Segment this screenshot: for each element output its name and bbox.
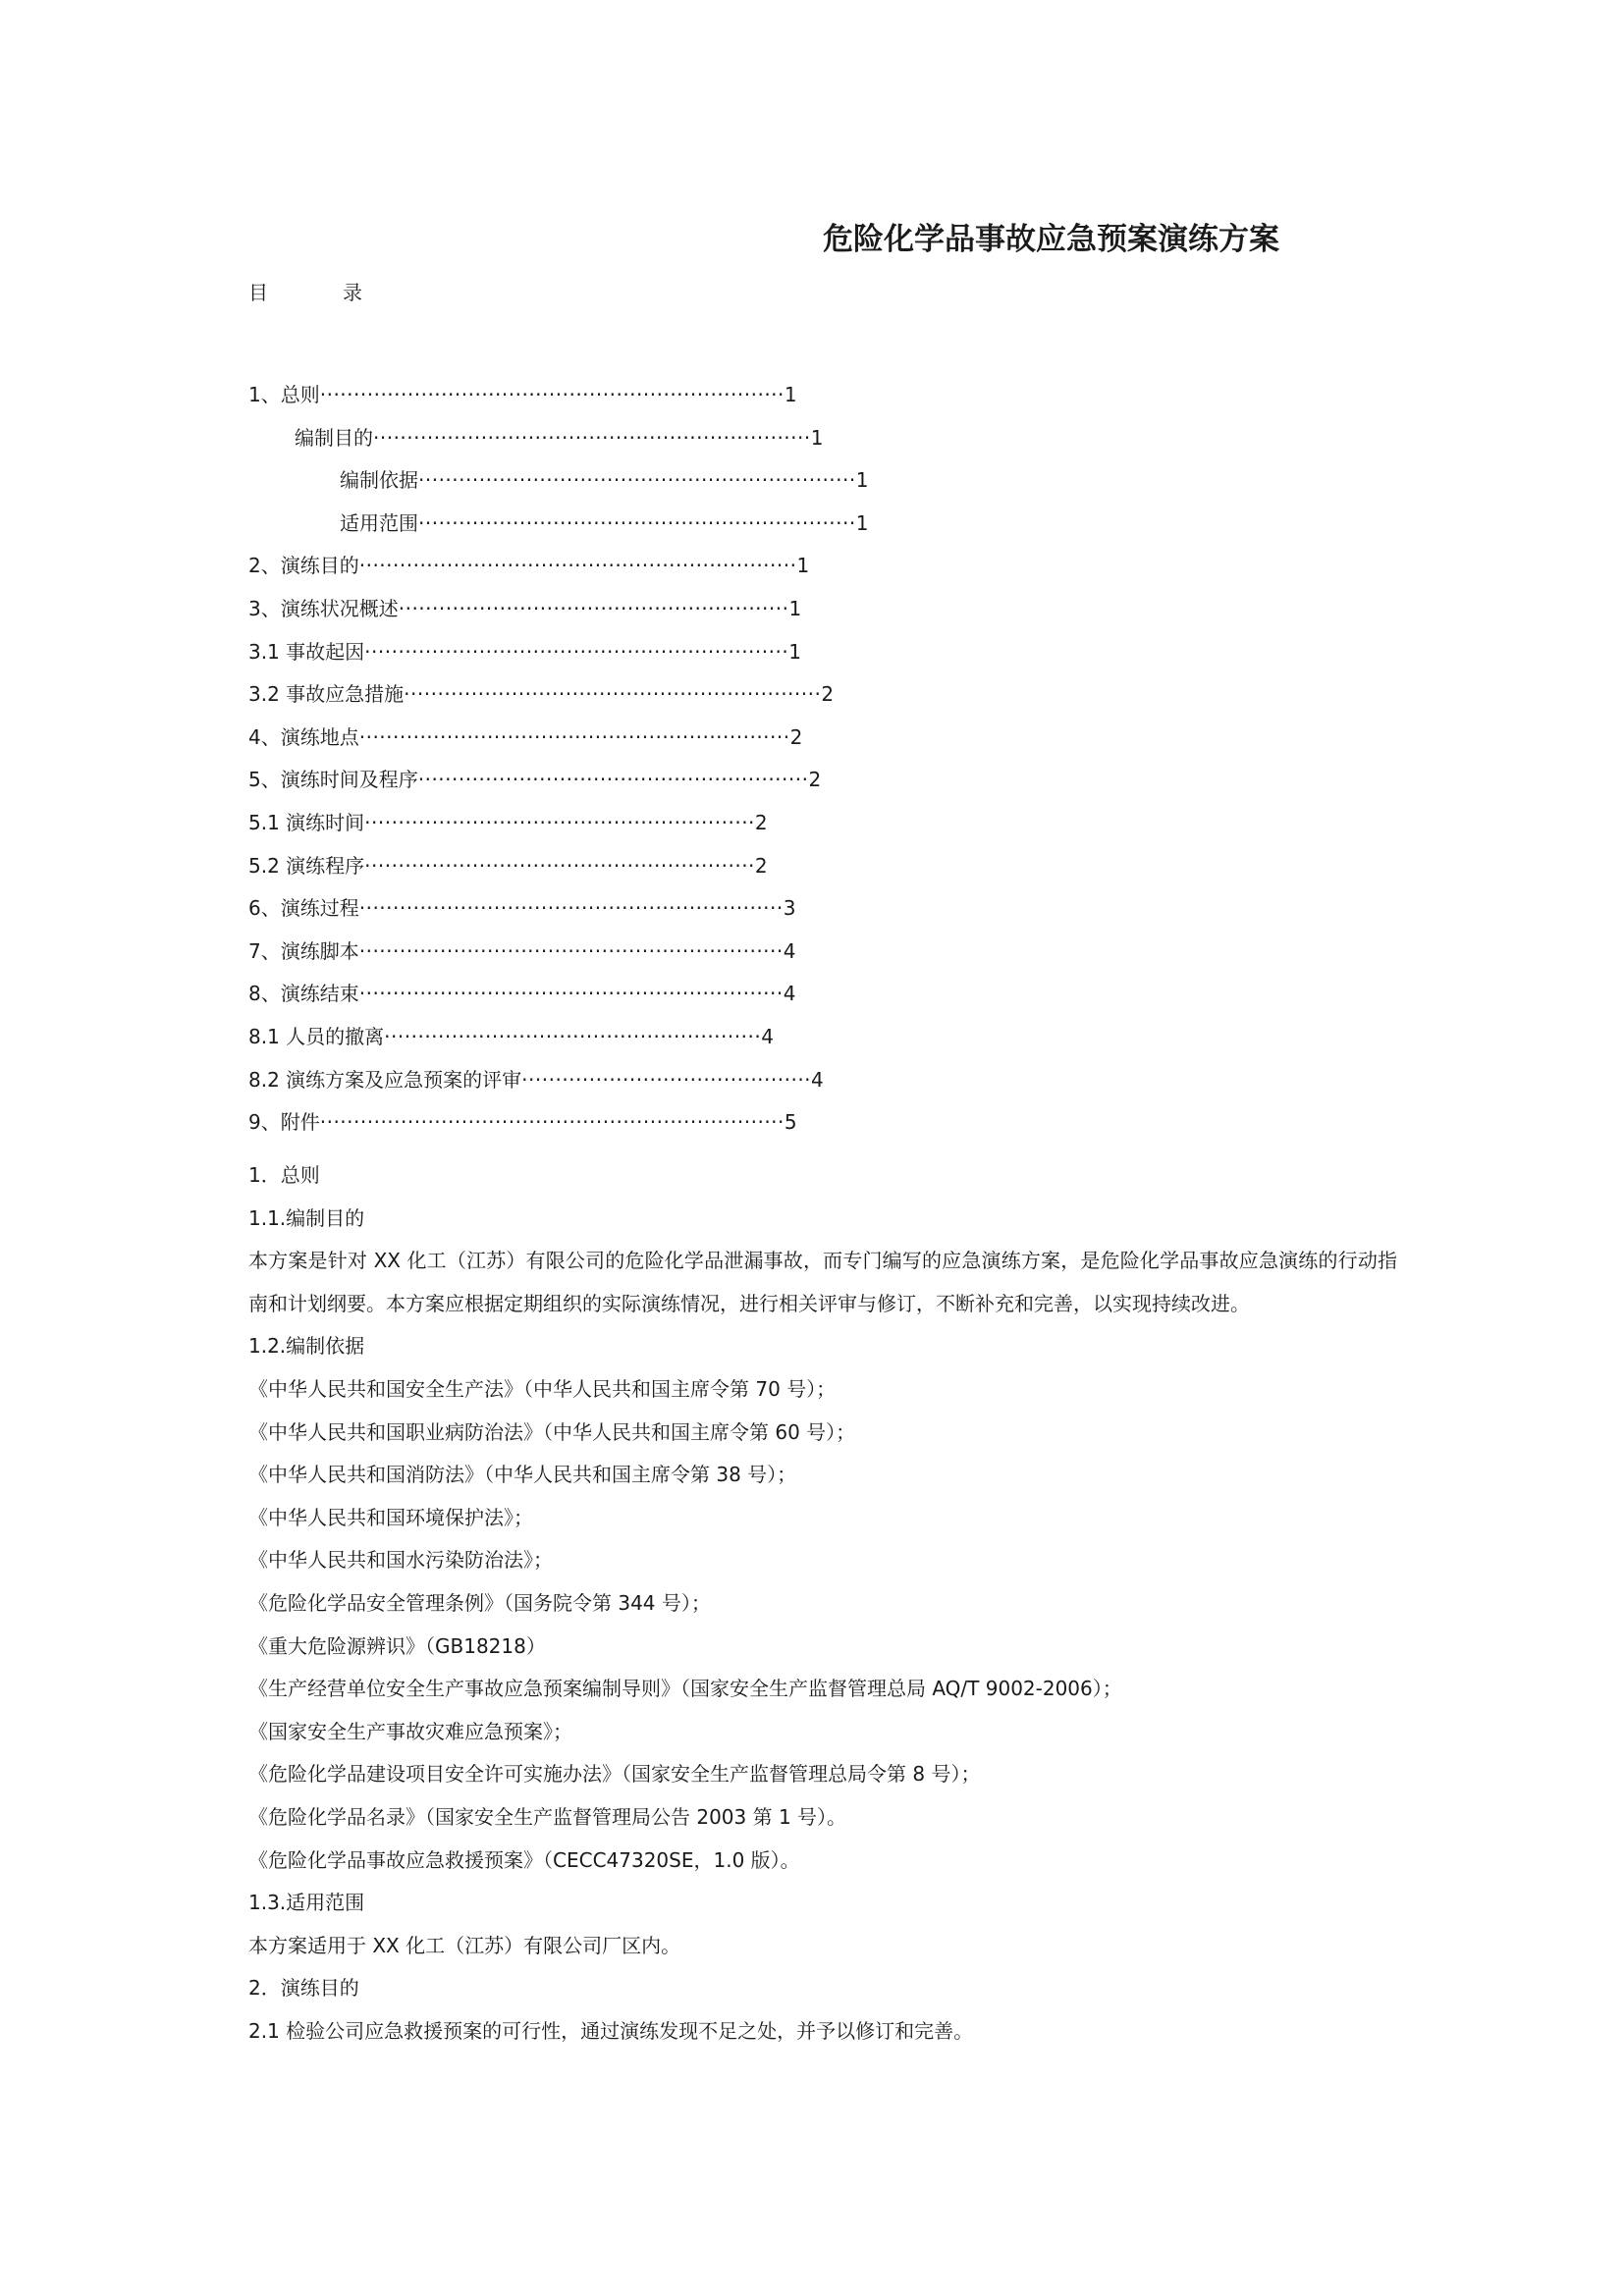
toc-entry-leader: ·························································· xyxy=(364,853,755,878)
law-item: 《中华人民共和国消防法》（中华人民共和国主席令第 38 号）； xyxy=(248,1463,797,1487)
toc-entry-leader: ································································· xyxy=(373,425,811,450)
toc-entry[interactable] xyxy=(248,503,995,546)
toc-entry[interactable] xyxy=(248,545,995,588)
section-1-3-text: 本方案适用于 XX 化工（江苏）有限公司厂区内。 xyxy=(248,1933,681,1957)
toc-entry-page: 5 xyxy=(784,1110,797,1135)
toc-heading-left: 目 xyxy=(248,281,268,304)
toc-entry[interactable] xyxy=(248,459,995,503)
law-item: 《中华人民共和国安全生产法》（中华人民共和国主席令第 70 号）； xyxy=(248,1376,837,1401)
toc-entry-label: 6、演练过程 xyxy=(248,896,359,921)
toc-entry-label: 3、演练状况概述 xyxy=(248,596,399,620)
toc-entry-leader: ······························································· xyxy=(358,896,784,921)
section-1-1-heading: 1.1.编制目的 xyxy=(248,1205,365,1230)
toc-entry-label: 3.2 事故应急措施 xyxy=(248,682,405,707)
toc-entry[interactable] xyxy=(248,1016,995,1059)
toc-entry-leader: ····································································· xyxy=(319,383,785,406)
law-item: 《国家安全生产事故灾难应急预案》； xyxy=(248,1719,572,1743)
table-of-contents xyxy=(248,374,995,1145)
law-item: 《危险化学品建设项目安全许可实施办法》（国家安全生产监督管理总局令第 8 号）； xyxy=(248,1762,981,1787)
section-1-3-heading: 1.3.适用范围 xyxy=(248,1891,365,1915)
toc-entry-label: 5.2 演练程序 xyxy=(248,853,365,878)
toc-entry-page: 1 xyxy=(784,383,797,406)
law-item: 《危险化学品名录》（国家安全生产监督管理局公告 2003 第 1 号）。 xyxy=(248,1804,847,1829)
law-item: 《重大危险源辨识》（GB18218） xyxy=(248,1633,546,1658)
section-2-1-text: 2.1 检验公司应急救援预案的可行性，通过演练发现不足之处，并予以修订和完善。 xyxy=(248,2018,974,2043)
toc-entry-page: 4 xyxy=(783,982,796,1006)
section-1-1-text: 本方案是针对 XX 化工（江苏）有限公司的危险化学品泄漏事故，而专门编写的应急演练方案，是危险化学品事故应急演练的行动指南和计划纲要。本方案应根据定期组织的实际演练情况，进行相关评审与修订，不断补充和完善，以实现持续改进。 xyxy=(248,1249,1397,1315)
toc-entry-page: 2 xyxy=(808,768,822,792)
toc-entry-leader: ·························································· xyxy=(398,596,789,620)
toc-entry-page: 2 xyxy=(754,810,768,834)
toc-entry-page: 1 xyxy=(810,425,824,450)
law-item: 《中华人民共和国水污染防治法》； xyxy=(248,1548,553,1573)
toc-entry-leader: ·························································· xyxy=(364,810,755,834)
toc-entry-label: 5.1 演练时间 xyxy=(248,810,365,834)
toc-heading xyxy=(248,277,362,305)
toc-entry[interactable] xyxy=(248,673,995,717)
toc-entry-leader: ································································· xyxy=(418,510,856,535)
toc-entry[interactable] xyxy=(248,417,995,460)
toc-entry-leader: ······························································· xyxy=(364,639,789,664)
toc-entry-label: 7、演练脚本 xyxy=(248,938,359,963)
toc-entry-label: 3.1 事故起因 xyxy=(248,639,365,664)
toc-entry-label: 适用范围 xyxy=(340,510,418,535)
toc-entry-leader: ·························································· xyxy=(417,768,809,792)
toc-entry-page: 4 xyxy=(811,1067,824,1092)
toc-entry-leader: ························································ xyxy=(384,1024,762,1048)
toc-entry-page: 3 xyxy=(783,896,796,921)
toc-entry-label: 8、演练结束 xyxy=(248,982,359,1006)
toc-entry-leader: ····································································· xyxy=(319,1110,785,1135)
section-1-heading: 1．总则 xyxy=(248,1163,320,1187)
toc-entry-page: 2 xyxy=(754,853,768,878)
toc-entry-leader: ······························································· xyxy=(358,938,784,963)
law-item: 《中华人民共和国环境保护法》； xyxy=(248,1505,533,1529)
toc-entry-page: 1 xyxy=(796,554,810,578)
section-2-heading: 2．演练目的 xyxy=(248,1976,359,2001)
toc-entry-page: 1 xyxy=(855,510,869,535)
toc-entry[interactable] xyxy=(248,588,995,631)
toc-entry-label: 5、演练时间及程序 xyxy=(248,768,418,792)
toc-heading-right: 录 xyxy=(343,281,362,304)
toc-entry-leader: ································································ xyxy=(358,724,790,749)
document-body xyxy=(248,1154,1397,2053)
toc-entry-label: 编制依据 xyxy=(340,468,418,493)
toc-entry-label: 4、演练地点 xyxy=(248,724,359,749)
toc-entry[interactable] xyxy=(248,1101,995,1145)
toc-entry-page: 1 xyxy=(855,468,869,493)
toc-entry-page: 1 xyxy=(788,639,801,664)
toc-entry-label: 编制目的 xyxy=(295,425,373,450)
toc-entry[interactable] xyxy=(248,1059,995,1102)
toc-entry-leader: ··········································· xyxy=(521,1067,812,1092)
law-item: 《危险化学品安全管理条例》（国务院令第 344 号）； xyxy=(248,1590,711,1615)
toc-entry-label: 1、总则 xyxy=(248,383,320,406)
toc-entry-leader: ································································· xyxy=(418,468,856,493)
toc-entry[interactable] xyxy=(248,973,995,1016)
toc-entry-leader: ······························································· xyxy=(358,982,784,1006)
toc-entry[interactable] xyxy=(248,759,995,802)
toc-entry[interactable] xyxy=(248,802,995,845)
toc-entry[interactable] xyxy=(248,931,995,974)
section-1-2-heading: 1.2.编制依据 xyxy=(248,1334,365,1359)
toc-entry-page: 2 xyxy=(821,682,835,707)
toc-entry[interactable] xyxy=(248,887,995,931)
toc-entry-page: 1 xyxy=(788,596,802,620)
toc-entry[interactable] xyxy=(248,845,995,888)
document-title: 危险化学品事故应急预案演练方案 xyxy=(823,222,1279,257)
toc-entry[interactable] xyxy=(248,631,995,674)
toc-entry[interactable] xyxy=(248,717,995,760)
toc-entry-label: 2、演练目的 xyxy=(248,554,359,578)
toc-entry-page: 4 xyxy=(783,938,796,963)
toc-entry[interactable] xyxy=(248,374,995,417)
toc-entry-label: 8.1 人员的撤离 xyxy=(248,1024,385,1048)
toc-entry-page: 2 xyxy=(789,724,803,749)
law-item: 《中华人民共和国职业病防治法》（中华人民共和国主席令第 60 号）； xyxy=(248,1419,856,1444)
toc-entry-page: 4 xyxy=(761,1024,774,1048)
law-item: 《危险化学品事故应急救援预案》（CECC47320SE，1.0 版）。 xyxy=(248,1847,800,1872)
toc-entry-leader: ································································· xyxy=(358,554,797,578)
toc-entry-label: 9、附件 xyxy=(248,1110,320,1135)
law-item: 《生产经营单位安全生产事故应急预案编制导则》（国家安全生产监督管理总局 AQ/T 9002-2006）； xyxy=(248,1677,1122,1701)
toc-entry-label: 8.2 演练方案及应急预案的评审 xyxy=(248,1067,522,1092)
toc-entry-leader: ······························································ xyxy=(404,682,822,707)
